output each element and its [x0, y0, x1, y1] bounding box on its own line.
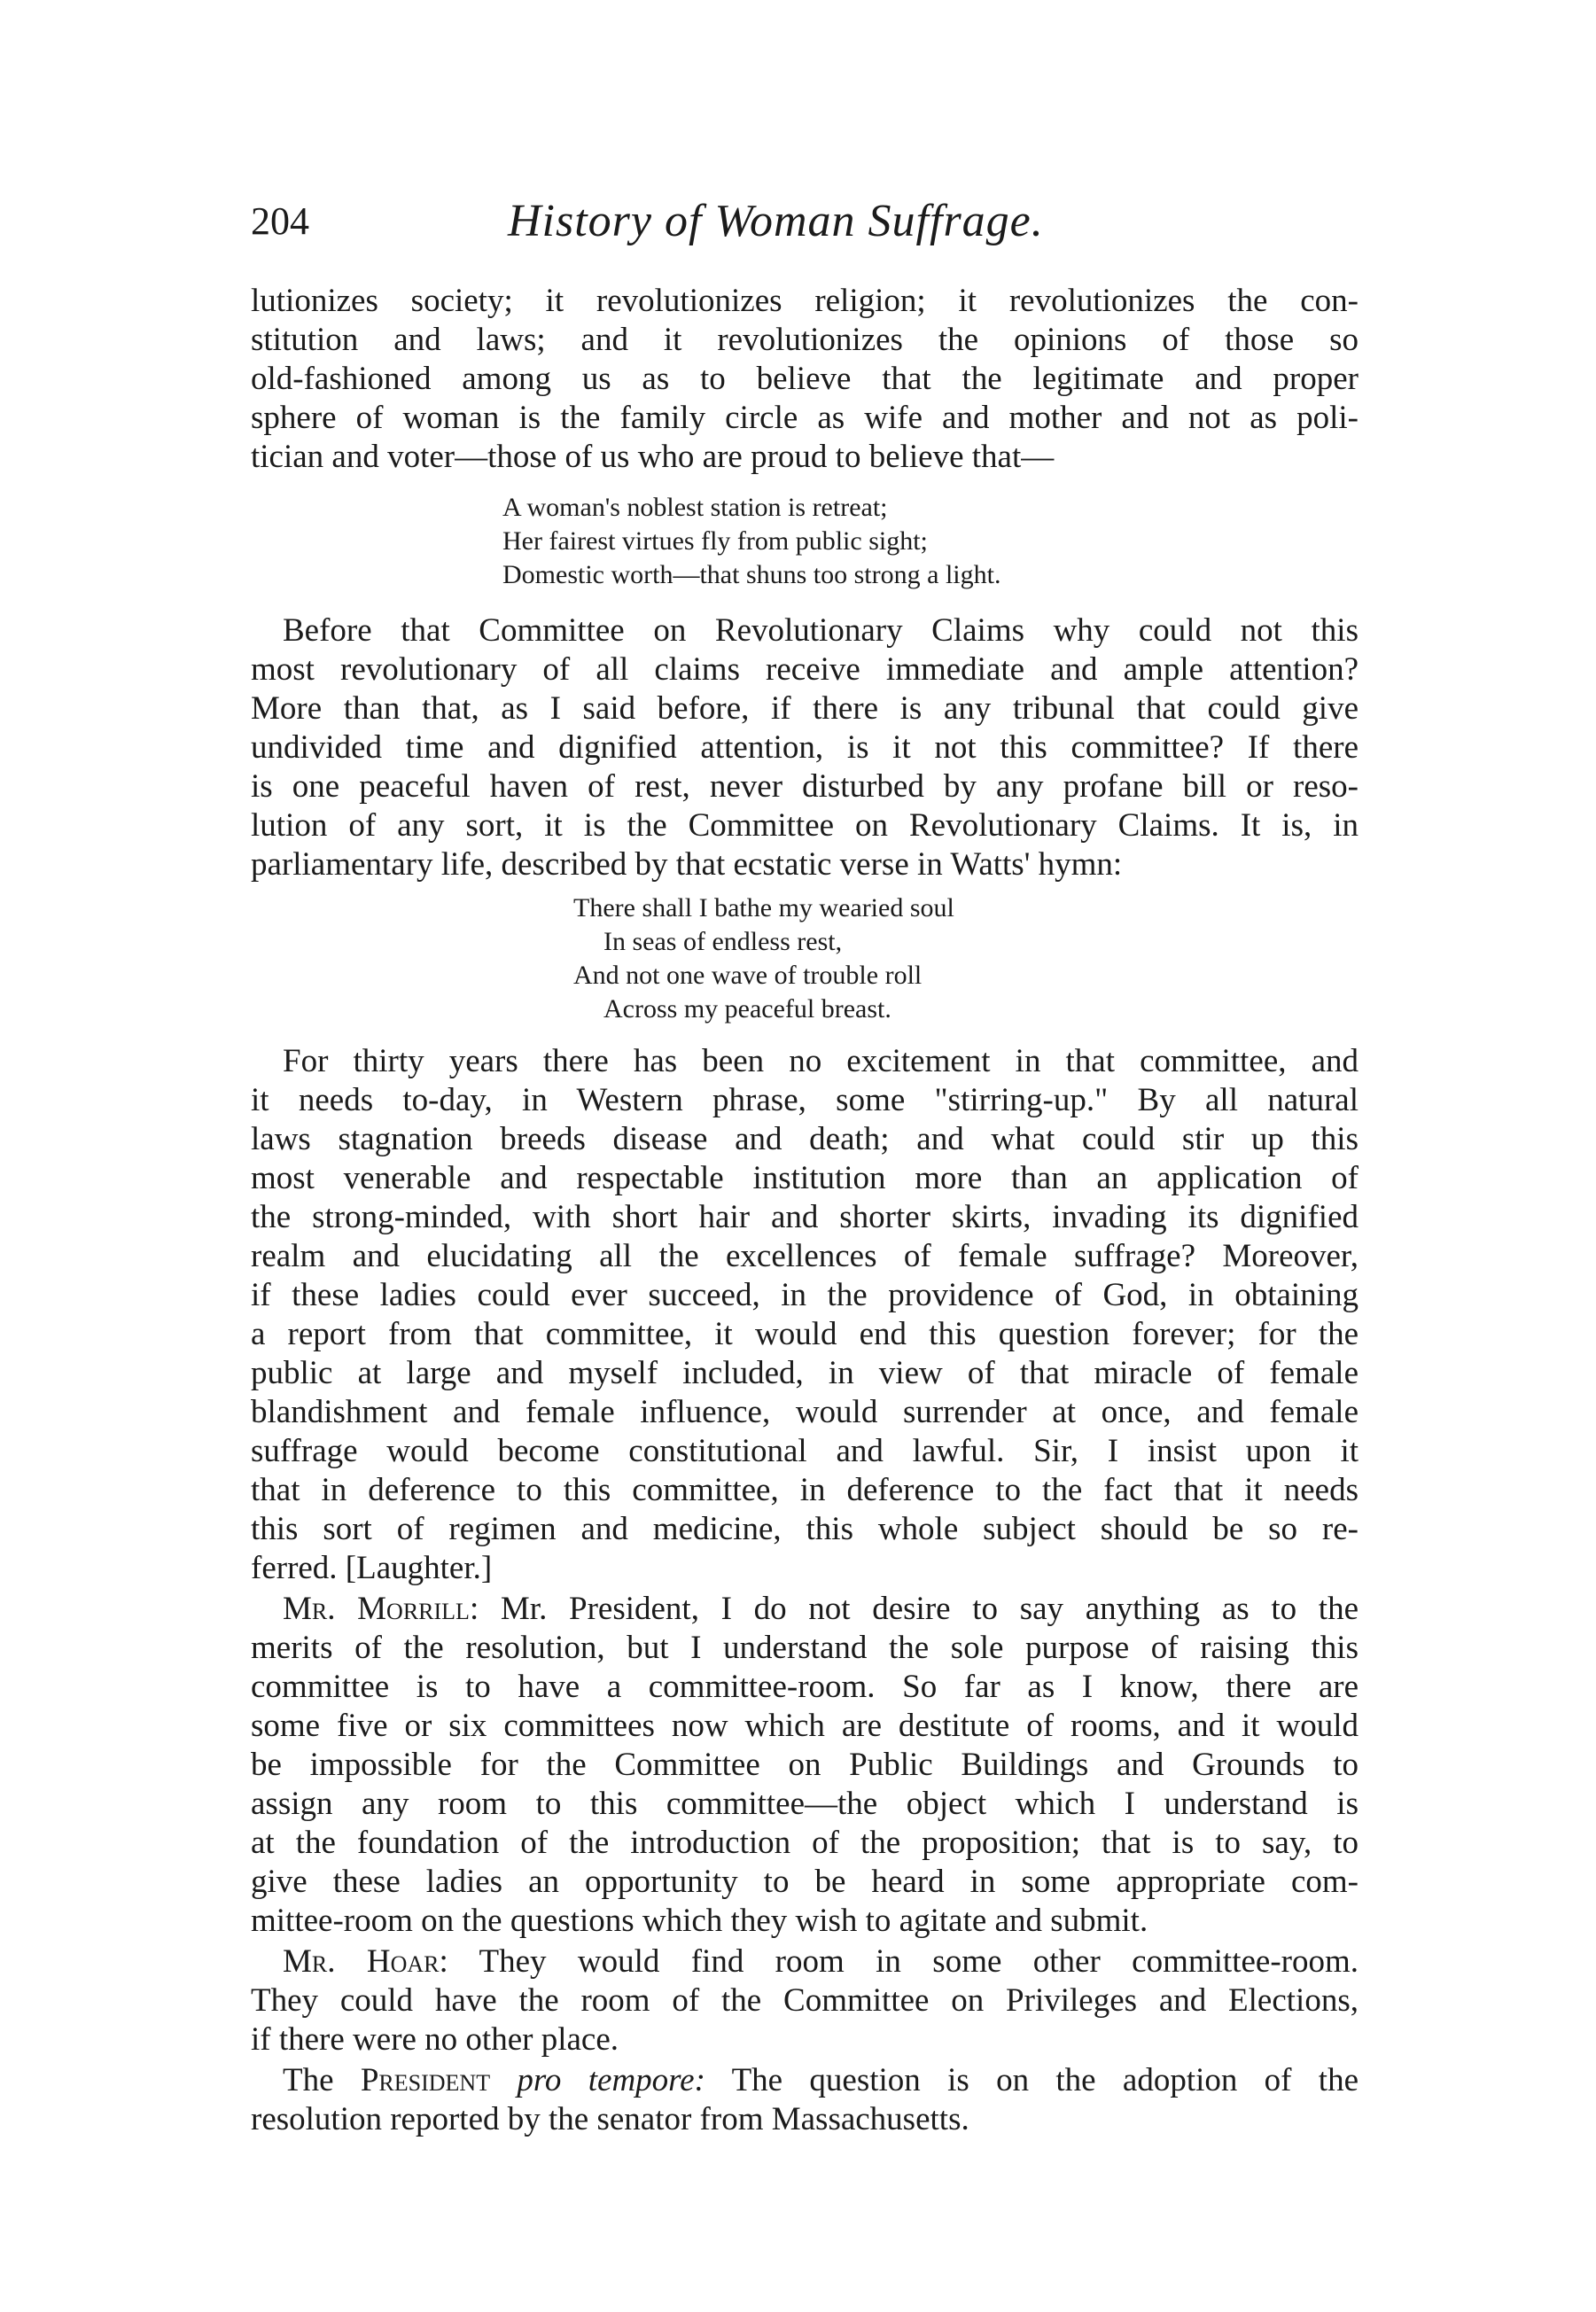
paragraph-line: They could have the room of the Committee on Privileges and Elections, — [251, 1982, 1359, 2019]
paragraph-line: suffrage would become constitutional and lawful. Sir, I insist upon it — [251, 1433, 1359, 1469]
paragraph-line: give these ladies an opportunity to be heard in some appropriate com- — [251, 1864, 1359, 1900]
paragraph-line: laws stagnation breeds disease and death; and what could stir up this — [251, 1121, 1359, 1157]
verse-line: Her fairest virtues fly from public sight; — [502, 526, 928, 556]
paragraph-line — [251, 1942, 1359, 1981]
page-header — [251, 195, 1359, 257]
paragraph-line: a report from that committee, it would end this question forever; for the — [251, 1316, 1359, 1352]
speech-text: : They would find room in some other committee-room. — [439, 1943, 1359, 1980]
paragraph-line: lution of any sort, it is the Committee on Revolutionary Claims. It is, in — [251, 807, 1359, 844]
paragraph-line: blandishment and female influence, would surrender at once, and female — [251, 1394, 1359, 1430]
verse-line: Across my peaceful breast. — [603, 994, 891, 1024]
paragraph-line: if there were no other place. — [251, 2021, 619, 2058]
paragraph-line: mittee-room on the questions which they wish to agitate and submit. — [251, 1903, 1148, 1939]
paragraph-line: assign any room to this committee—the object which I understand is — [251, 1786, 1359, 1822]
paragraph-line: if these ladies could ever succeed, in the providence of God, in obtaining — [251, 1277, 1359, 1313]
paragraph-line — [251, 2061, 1359, 2100]
speaker-name: Mr. Hoar — [283, 1943, 440, 1980]
speaker-prefix: The — [283, 2062, 334, 2098]
paragraph-line: stitution and laws; and it revolutionizes the opinions of those so — [251, 322, 1359, 358]
paragraph-line: undivided time and dignified attention, is it not this committee? If there — [251, 729, 1359, 766]
paragraph-line: tician and voter—those of us who are proud to believe that— — [251, 439, 1055, 475]
verse-line: In seas of endless rest, — [603, 927, 843, 956]
paragraph-line: the strong-minded, with short hair and shorter skirts, invading its dignified — [251, 1199, 1359, 1235]
verse-line: There shall I bathe my wearied soul — [573, 893, 954, 922]
verse-line: Domestic worth—that shuns too strong a light. — [502, 560, 1001, 589]
paragraph-line: parliamentary life, described by that ecstatic verse in Watts' hymn: — [251, 846, 1123, 883]
paragraph-line: most venerable and respectable institution more than an application of — [251, 1160, 1359, 1196]
paragraph-line: be impossible for the Committee on Public Buildings and Grounds to — [251, 1747, 1359, 1783]
paragraph-line: committee is to have a committee-room. So far as I know, there are — [251, 1669, 1359, 1705]
paragraph-line: public at large and myself included, in view of that miracle of female — [251, 1355, 1359, 1391]
running-title: History of Woman Suffrage. — [508, 196, 1044, 246]
paragraph-line: it needs to-day, in Western phrase, some "stirring-up." By all natural — [251, 1082, 1359, 1118]
speech-text: The question is on the adoption of the — [731, 2062, 1359, 2098]
speaker-title: pro tempore: — [517, 2062, 705, 2098]
speech-text: : Mr. President, I do not desire to say anything as to the — [469, 1591, 1359, 1627]
paragraph-line: For thirty years there has been no excitement in that committee, and — [283, 1043, 1359, 1079]
paragraph-line: that in deference to this committee, in deference to the fact that it needs — [251, 1472, 1359, 1508]
paragraph-line — [251, 1590, 1359, 1629]
paragraph-line: at the foundation of the introduction of the proposition; that is to say, to — [251, 1825, 1359, 1861]
paragraph-line: More than that, as I said before, if there is any tribunal that could give — [251, 690, 1359, 727]
page-number: 204 — [251, 199, 309, 243]
paragraph-line: merits of the resolution, but I understand the sole purpose of raising this — [251, 1630, 1359, 1666]
speaker-name: President — [360, 2062, 491, 2098]
paragraph-line: Before that Committee on Revolutionary Claims why could not this — [283, 612, 1359, 649]
verse-line: A woman's noblest station is retreat; — [502, 493, 888, 522]
paragraph-line: old-fashioned among us as to believe that the legitimate and proper — [251, 361, 1359, 397]
paragraph-line: sphere of woman is the family circle as wife and mother and not as poli- — [251, 400, 1359, 436]
paragraph-line: resolution reported by the senator from Massachusetts. — [251, 2101, 969, 2137]
paragraph-line: most revolutionary of all claims receive immediate and ample attention? — [251, 651, 1359, 688]
paragraph-line: lutionizes society; it revolutionizes religion; it revolutionizes the con- — [251, 283, 1359, 319]
paragraph-line: realm and elucidating all the excellences of female suffrage? Moreover, — [251, 1238, 1359, 1274]
speaker-name: Mr. Morrill — [283, 1591, 470, 1627]
paragraph-line: some five or six committees now which are destitute of rooms, and it would — [251, 1708, 1359, 1744]
paragraph-line: this sort of regimen and medicine, this whole subject should be so re- — [251, 1511, 1359, 1547]
paragraph-line: ferred. [Laughter.] — [251, 1550, 493, 1586]
verse-line: And not one wave of trouble roll — [573, 961, 923, 990]
paragraph-line: is one peaceful haven of rest, never disturbed by any profane bill or reso- — [251, 768, 1359, 805]
